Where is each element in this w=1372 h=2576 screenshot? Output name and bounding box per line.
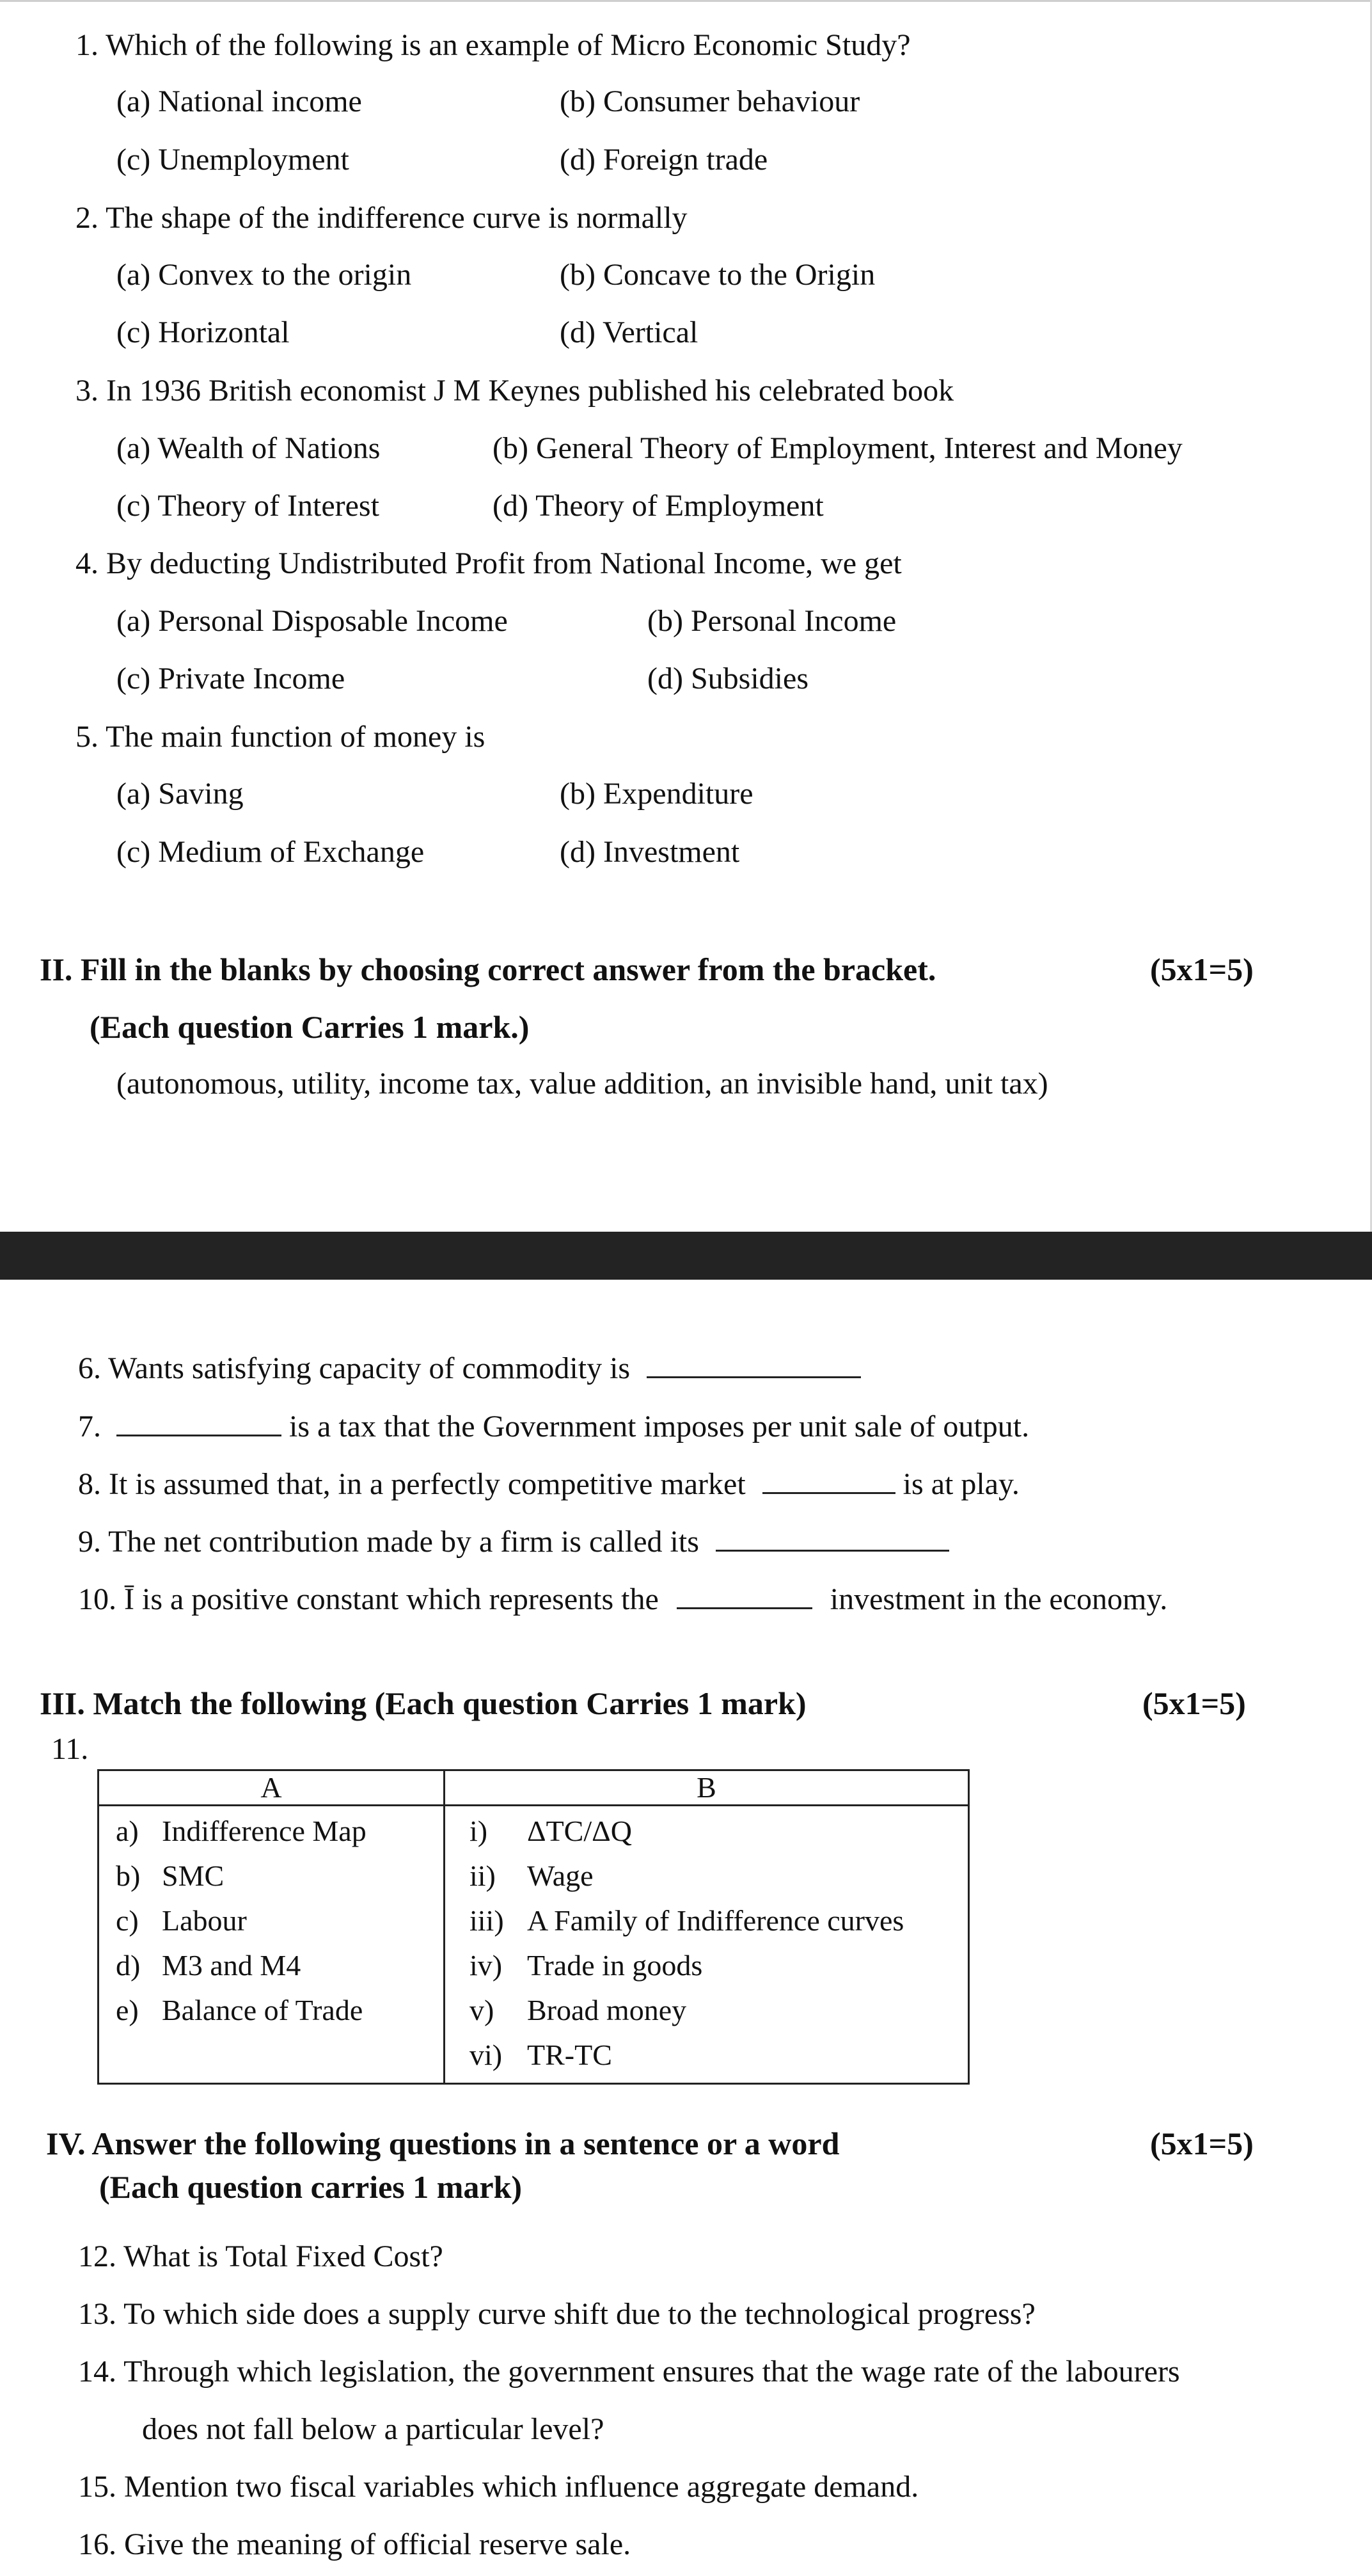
match-column-a [99, 1806, 445, 2084]
match-b-item: iv) Trade in goods [469, 1949, 703, 1982]
question-16: 16. Give the meaning of official reserve sale. [78, 2527, 631, 2561]
question-3-option-d: (d) Theory of Employment [493, 489, 824, 523]
question-7 [78, 1411, 1029, 1442]
question-6 [78, 1353, 861, 1384]
top-divider [0, 0, 1372, 2]
question-2-option-a: (a) Convex to the origin [116, 258, 412, 292]
section-4-marks: (5x1=5) [1150, 2126, 1254, 2161]
question-4-option-b: (b) Personal Income [647, 604, 897, 638]
match-a-item: d) M3 and M4 [116, 1949, 301, 1982]
question-5-option-c: (c) Medium of Exchange [116, 835, 425, 869]
match-column-a-header: A [99, 1770, 445, 1806]
section-3-marks: (5x1=5) [1142, 1685, 1246, 1721]
question-5-option-a: (a) Saving [116, 777, 244, 811]
question-13: 13. To which side does a supply curve shift due to the technological progress? [78, 2297, 1036, 2331]
match-b-item: v) Broad money [469, 1994, 687, 2026]
question-8-text-end: is at play. [903, 1467, 1020, 1501]
question-1-option-c: (c) Unemployment [116, 143, 349, 177]
question-3-option-a: (a) Wealth of Nations [116, 431, 381, 465]
match-b-item: ii) Wage [469, 1859, 594, 1892]
question-10 [78, 1584, 1167, 1615]
answer-blank-8[interactable] [762, 1491, 895, 1494]
question-14-line-2: does not fall below a particular level? [142, 2412, 604, 2446]
match-a-item: e) Balance of Trade [116, 1994, 363, 2026]
match-column-b-header: B [445, 1770, 969, 1806]
question-14-line-1: 14. Through which legislation, the government ensures that the wage rate of the labourers [78, 2355, 1180, 2389]
match-a-item: b) SMC [116, 1859, 225, 1892]
section-4-heading: IV. Answer the following questions in a sentence or a word [46, 2126, 840, 2161]
question-2-stem: 2. The shape of the indifference curve is normally [75, 201, 688, 235]
question-9 [78, 1527, 949, 1557]
question-4-option-c: (c) Private Income [116, 662, 345, 696]
match-b-item: i) ΔTC/ΔQ [469, 1815, 632, 1847]
match-b-item: iii) A Family of Indifference curves [469, 1904, 904, 1937]
question-1-option-a: (a) National income [116, 84, 362, 118]
question-1-stem: 1. Which of the following is an example of Micro Economic Study? [75, 28, 911, 62]
match-table [97, 1769, 970, 2085]
match-a-item: a) Indifference Map [116, 1815, 367, 1847]
question-4-option-a: (a) Personal Disposable Income [116, 604, 508, 638]
question-3-option-c: (c) Theory of Interest [116, 489, 379, 523]
question-3-stem: 3. In 1936 British economist J M Keynes published his celebrated book [75, 374, 954, 408]
question-11-number: 11. [51, 1732, 89, 1766]
question-3-option-b: (b) General Theory of Employment, Interest and Money [493, 431, 1183, 465]
question-5-option-b: (b) Expenditure [560, 777, 753, 811]
question-1-option-b: (b) Consumer behaviour [560, 84, 860, 118]
match-a-item: c) Labour [116, 1904, 247, 1937]
question-8 [78, 1469, 1020, 1500]
section-3-heading: III. Match the following (Each question Carries 1 mark) [40, 1685, 807, 1721]
question-1-option-d: (d) Foreign trade [560, 143, 768, 177]
question-2-option-b: (b) Concave to the Origin [560, 258, 876, 292]
fill-blank-choices: (autonomous, utility, income tax, value addition, an invisible hand, unit tax) [116, 1067, 1048, 1101]
question-7-number: 7. [78, 1410, 101, 1443]
answer-blank-7[interactable] [116, 1434, 281, 1436]
question-9-text: 9. The net contribution made by a firm is called its [78, 1525, 699, 1559]
section-2-marks: (5x1=5) [1150, 951, 1254, 987]
question-10-text-end: investment in the economy. [830, 1582, 1168, 1616]
section-4-subheading: (Each question carries 1 mark) [99, 2169, 523, 2205]
question-6-text: 6. Wants satisfying capacity of commodity is [78, 1351, 631, 1385]
answer-blank-9[interactable] [716, 1549, 949, 1552]
question-4-stem: 4. By deducting Undistributed Profit from National Income, we get [75, 546, 902, 580]
question-15: 15. Mention two fiscal variables which influence aggregate demand. [78, 2470, 919, 2504]
section-2-subheading: (Each question Carries 1 mark.) [90, 1009, 530, 1045]
question-8-text-start: 8. It is assumed that, in a perfectly competitive market [78, 1467, 746, 1501]
section-2-heading: II. Fill in the blanks by choosing correct answer from the bracket. [40, 951, 936, 987]
answer-blank-6[interactable] [647, 1376, 861, 1378]
match-column-b [445, 1806, 969, 2084]
question-4-option-d: (d) Subsidies [647, 662, 808, 696]
image-join-band [0, 1232, 1372, 1280]
question-5-stem: 5. The main function of money is [75, 720, 485, 754]
question-7-text: is a tax that the Government imposes per unit sale of output. [289, 1410, 1030, 1443]
question-5-option-d: (d) Investment [560, 835, 740, 869]
match-b-item: vi) TR-TC [469, 2039, 612, 2071]
answer-blank-10[interactable] [677, 1607, 812, 1609]
question-2-option-d: (d) Vertical [560, 315, 698, 349]
question-12: 12. What is Total Fixed Cost? [78, 2239, 443, 2273]
question-2-option-c: (c) Horizontal [116, 315, 290, 349]
question-10-text-start: 10. Ī is a positive constant which represents the [78, 1582, 659, 1616]
